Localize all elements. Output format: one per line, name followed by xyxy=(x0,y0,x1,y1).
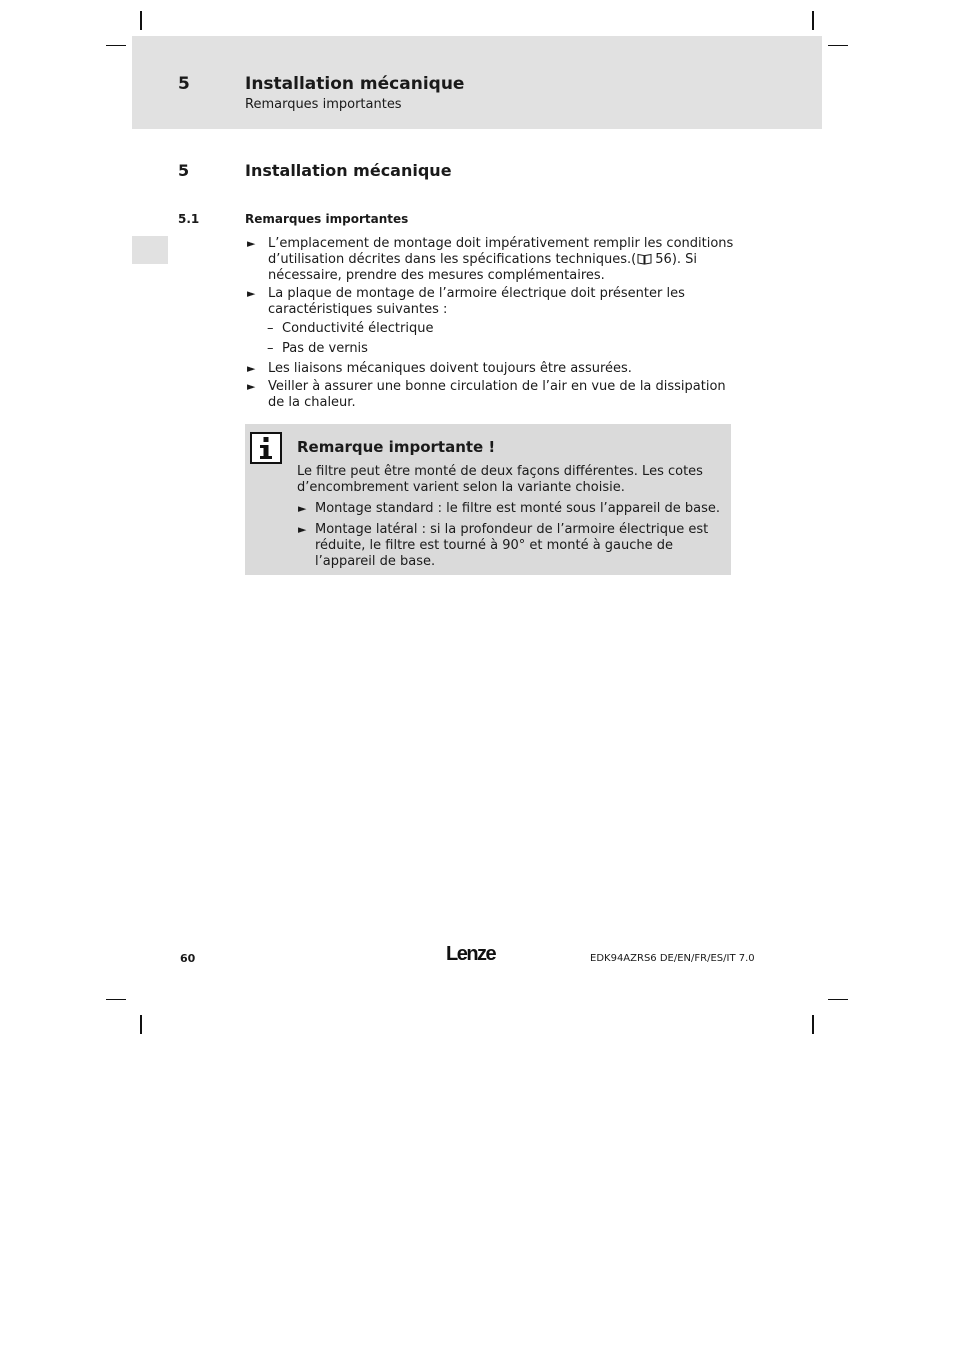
note-title: Remarque importante ! xyxy=(297,438,496,456)
crop-mark xyxy=(140,11,142,30)
section-number: 5 xyxy=(178,161,190,180)
list-item-text: ). Si nécessaire, prendre des mesures complémentaires. xyxy=(268,252,698,283)
bullet-marker: ► xyxy=(298,502,307,515)
header-subtitle: Remarques importantes xyxy=(245,97,402,112)
dash-marker: – xyxy=(267,341,274,356)
dash-marker: – xyxy=(267,321,274,336)
info-icon xyxy=(250,432,282,464)
note-list-item-text: Montage latéral : si la profondeur de l’armoire électrique est réduite, le filtre est tourné à 90° et monté à gauche de l’appareil de base. xyxy=(315,522,709,569)
subsection-number: 5.1 xyxy=(178,212,200,226)
note-list-item-text: Montage standard : le filtre est monté sous l’appareil de base. xyxy=(315,501,721,516)
bullet-marker: ► xyxy=(247,362,256,375)
crop-mark xyxy=(140,1015,142,1034)
note-list-item xyxy=(297,501,722,517)
note-box xyxy=(245,424,731,575)
page-reference[interactable]: 56 xyxy=(655,252,672,267)
header-chapter-number: 5 xyxy=(178,74,190,94)
crop-mark xyxy=(812,11,814,30)
crop-mark xyxy=(106,999,126,1000)
sub-list-item-text: Conductivité électrique xyxy=(282,321,434,336)
crop-mark xyxy=(106,45,126,46)
header-band xyxy=(132,36,822,129)
bullet-marker: ► xyxy=(247,237,256,250)
list-item-text: Veiller à assurer une bonne circulation de l’air en vue de la dissipation de la chaleur. xyxy=(268,379,726,410)
book-icon xyxy=(637,253,652,265)
bullet-marker: ► xyxy=(247,380,256,393)
crop-mark xyxy=(812,1015,814,1034)
sub-list-item-text: Pas de vernis xyxy=(282,341,368,356)
section-title: Installation mécanique xyxy=(245,161,452,180)
note-list-item xyxy=(297,522,722,570)
sub-list-item xyxy=(245,321,735,337)
lenze-logo: Lenze xyxy=(446,943,496,965)
list-item xyxy=(245,236,735,284)
subsection-title: Remarques importantes xyxy=(245,212,409,226)
list-item-text: L’emplacement de montage doit impérativement remplir les conditions d’utilisation décrites dans les spécifications techniques.( xyxy=(268,236,734,267)
list-item xyxy=(245,379,735,411)
list-item xyxy=(245,361,735,377)
note-body xyxy=(297,464,722,575)
bullet-marker: ► xyxy=(298,523,307,536)
bullet-marker: ► xyxy=(247,287,256,300)
sub-list-item xyxy=(245,341,735,357)
list-item-text: Les liaisons mécaniques doivent toujours être assurées. xyxy=(268,361,632,376)
crop-mark xyxy=(828,999,848,1000)
note-text: Le filtre peut être monté de deux façons différentes. Les cotes d’encombrement varient selon la variante choisie. xyxy=(297,464,703,495)
page-number: 60 xyxy=(180,952,196,965)
side-tab-marker xyxy=(132,236,168,264)
list-item-text: La plaque de montage de l’armoire électrique doit présenter les caractéristiques suivantes : xyxy=(268,286,685,317)
document-reference: EDK94AZRS6 DE/EN/FR/ES/IT 7.0 xyxy=(590,953,755,964)
list-item xyxy=(245,286,735,318)
header-chapter-title: Installation mécanique xyxy=(245,74,465,94)
bullet-list xyxy=(245,236,735,413)
crop-mark xyxy=(828,45,848,46)
